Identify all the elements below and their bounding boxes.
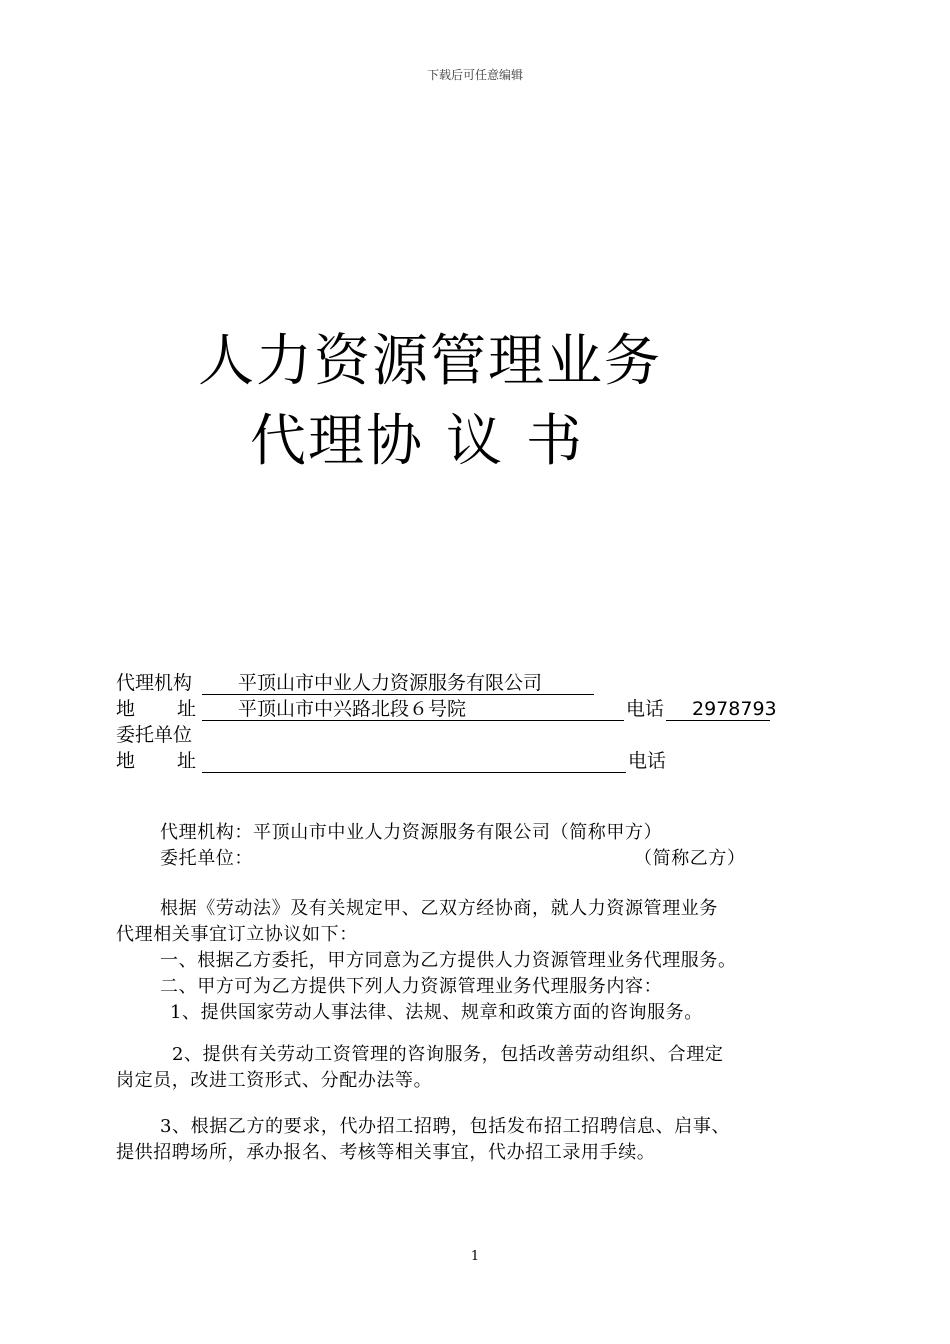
- party-b-line: [116, 846, 846, 872]
- title-line-2: [250, 408, 584, 476]
- intro-line-1: 根据《劳动法》及有关规定甲、乙双方经协商，就人力资源管理业务: [160, 898, 718, 919]
- item-3-line-2: 提供招聘场所，承办报名、考核等相关事宜，代办招工录用手续。: [116, 1142, 656, 1163]
- address2-label-char-2: 址: [176, 750, 196, 772]
- address2-label: [116, 748, 196, 774]
- clause-2: 二、甲方可为乙方提供下列人力资源管理业务代理服务内容：: [160, 976, 663, 997]
- client-label: 委托单位: [116, 724, 193, 746]
- agency-value: 平顶山市中业人力资源服务有限公司: [238, 672, 543, 694]
- party-b-suffix: （简称乙方）: [634, 848, 746, 869]
- phone2-label: 电话: [628, 750, 667, 772]
- address2-label-char-1: 地: [116, 750, 136, 772]
- title-line-1: 人力资源管理业务: [198, 329, 662, 394]
- agency-label: 代理机构: [116, 672, 193, 694]
- page-number: 1: [470, 1249, 480, 1264]
- phone-value: 2978793: [692, 698, 777, 720]
- title-line-2-part-2: 议: [446, 409, 504, 474]
- item-2-block: [116, 1042, 846, 1094]
- intro-line-2: 代理相关事宜订立协议如下：: [116, 924, 358, 945]
- party-b-label: 委托单位：: [160, 848, 253, 869]
- party-a-line: 代理机构：平顶山市中业人力资源服务有限公司（简称甲方）: [160, 822, 663, 843]
- item-2-line-2: 岗定员，改进工资形式、分配办法等。: [116, 1070, 433, 1091]
- item-3-line-1: 3、根据乙方的要求，代办招工招聘，包括发布招工招聘信息、启事、: [160, 1116, 731, 1137]
- address-label: [116, 696, 196, 722]
- item-1: 1、提供国家劳动人事法律、法规、规章和政策方面的咨询服务。: [170, 1002, 703, 1023]
- title-line-2-part-3: 书: [526, 409, 584, 474]
- address2-underline: [202, 748, 626, 773]
- clause-1: 一、根据乙方委托，甲方同意为乙方提供人力资源管理业务代理服务。: [160, 950, 737, 971]
- parties-section: [116, 820, 846, 872]
- agreement-body: [116, 896, 846, 1026]
- address-label-char-2: 址: [176, 698, 196, 720]
- item-2-line-1: 2、提供有关劳动工资管理的咨询服务，包括改善劳动组织、合理定: [172, 1044, 724, 1065]
- phone-label: 电话: [626, 698, 665, 720]
- address-label-char-1: 地: [116, 698, 136, 720]
- page-header: 下载后可任意编辑: [426, 68, 523, 82]
- title-line-2-part-1: 代理协: [250, 409, 424, 474]
- address-value: 平顶山市中兴路北段６号院: [238, 698, 467, 720]
- item-3-block: [116, 1114, 846, 1166]
